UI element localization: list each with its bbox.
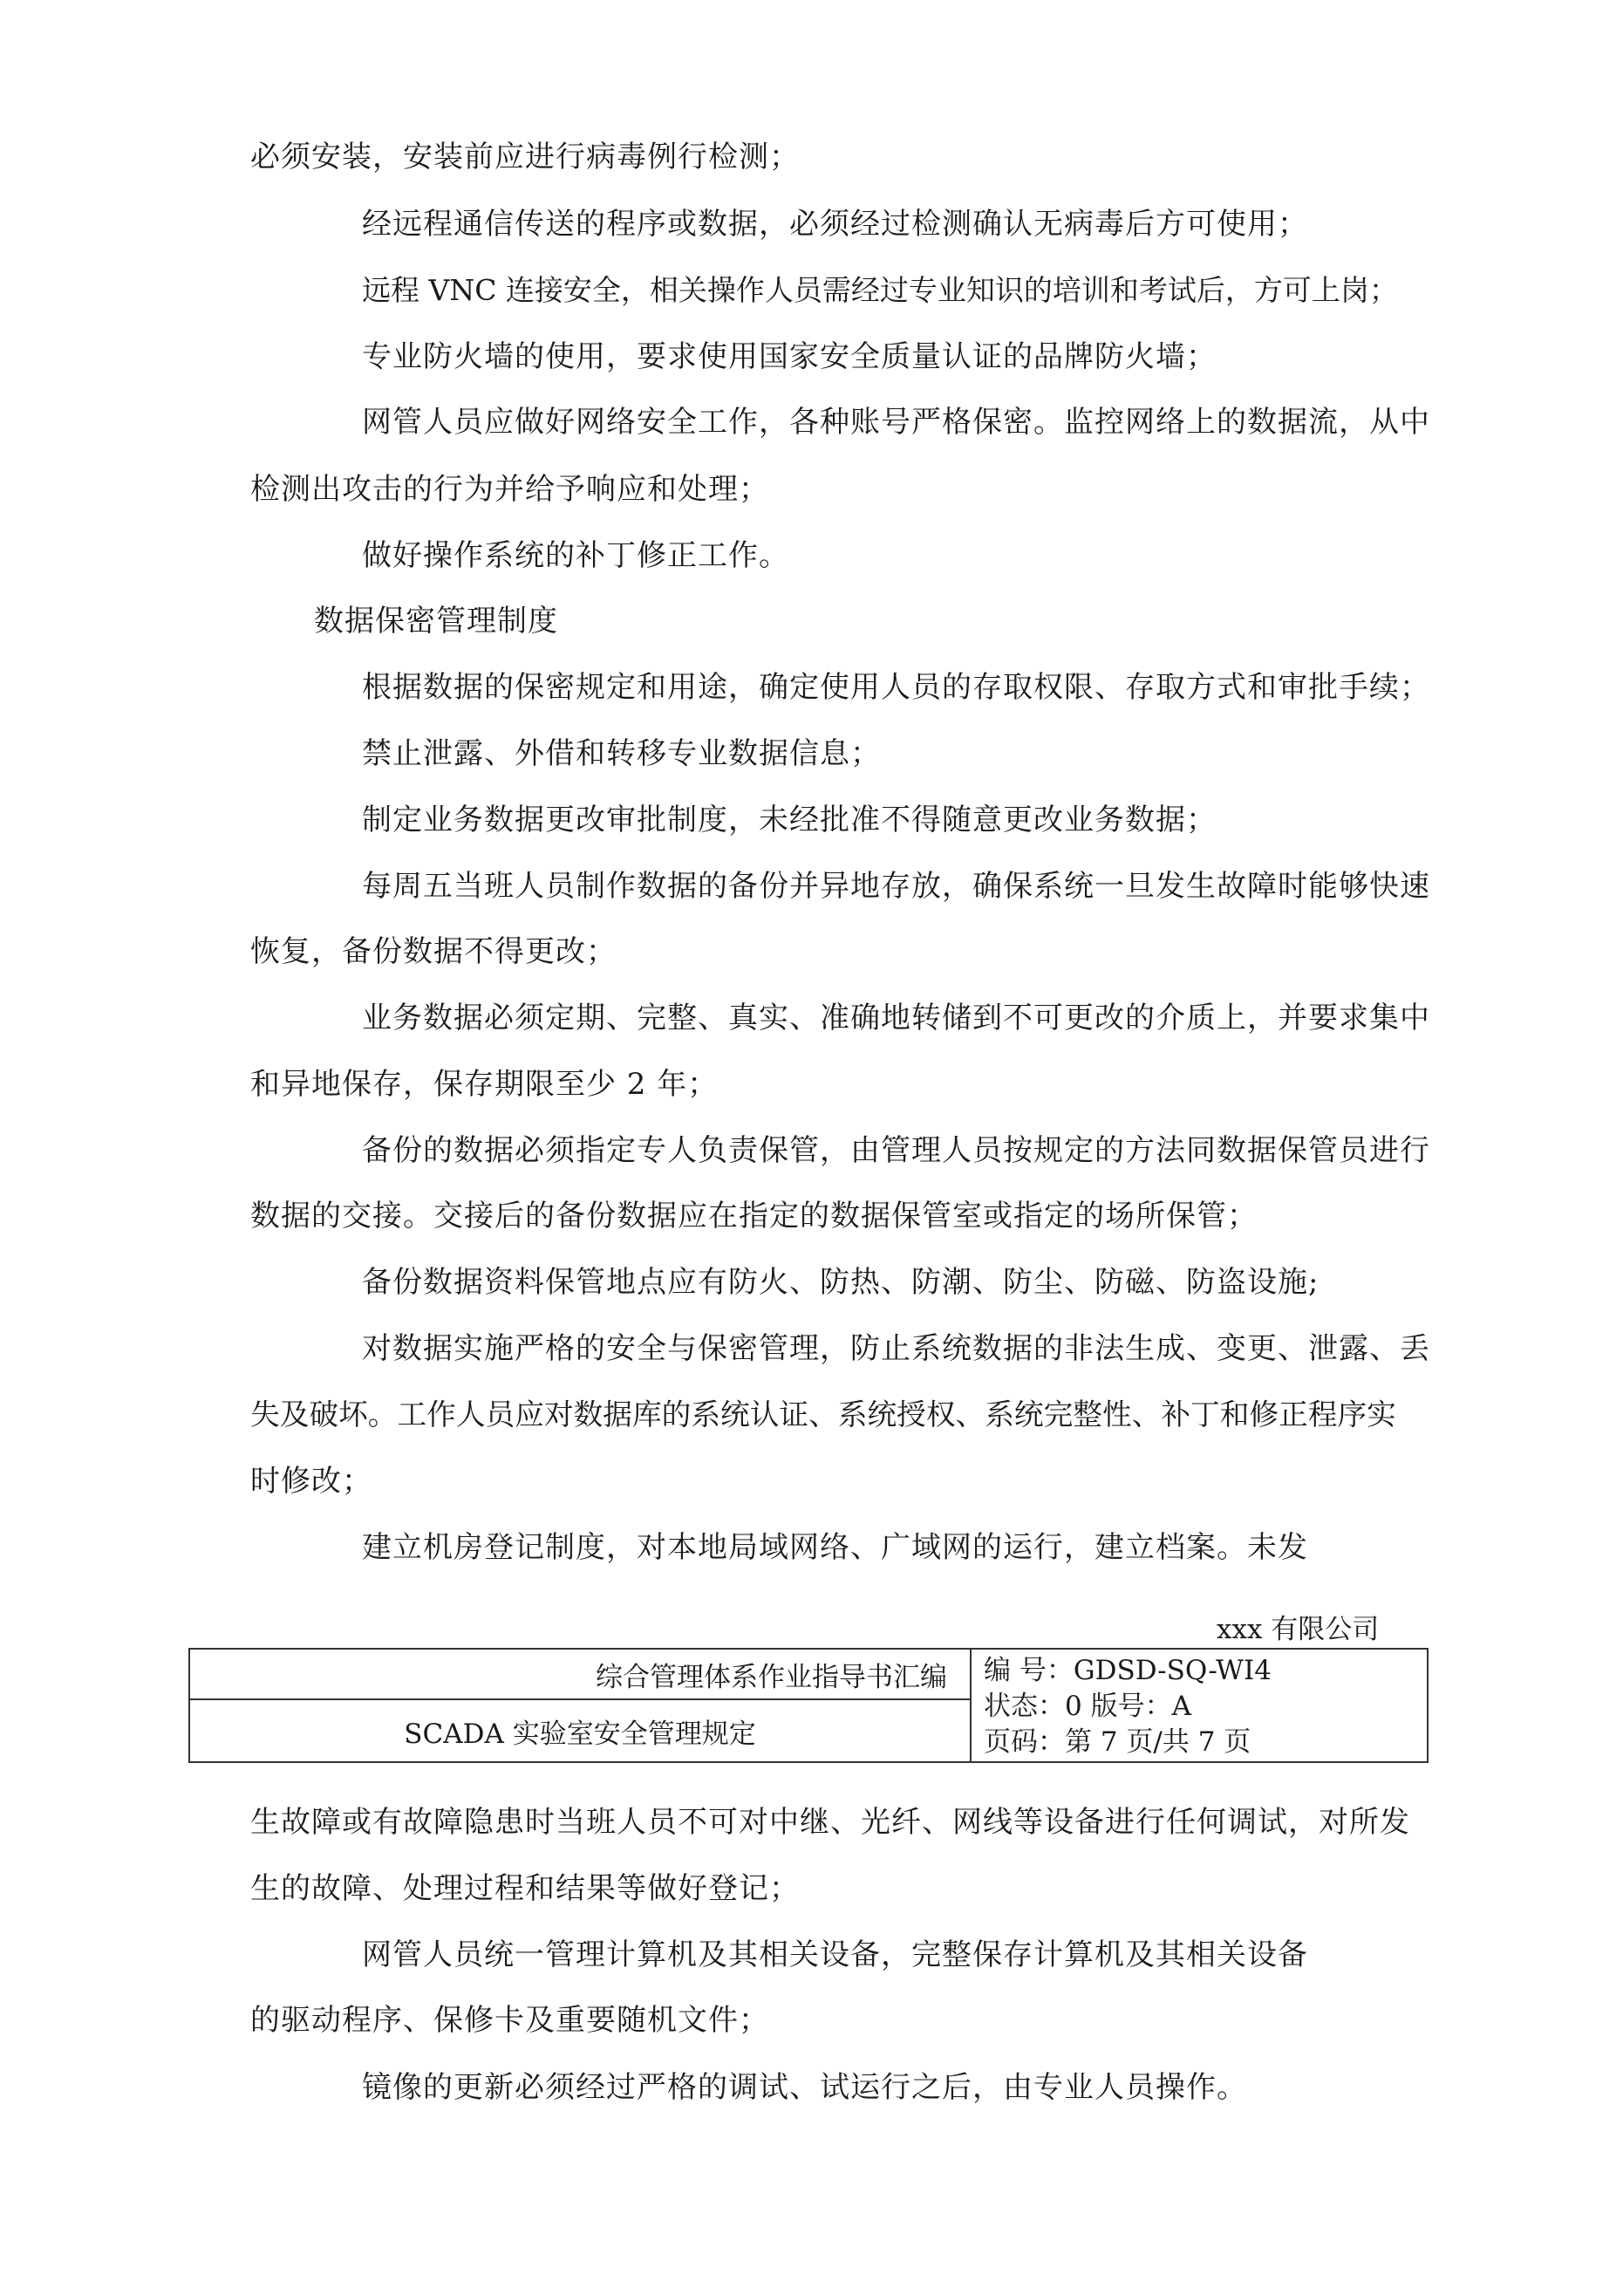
body-line: 做好操作系统的补丁修正工作。 — [362, 538, 789, 573]
body-line: 对数据实施严格的安全与保密管理，防止系统数据的非法生成、变更、泄露、丢 — [362, 1331, 1430, 1366]
body-line: 必须安装，安装前应进行病毒例行检测； — [250, 140, 800, 174]
body-line: 生故障或有故障隐患时当班人员不可对中继、光纤、网线等设备进行任何调试，对所发 — [250, 1805, 1410, 1840]
document-status: 状态：0 版号：A — [984, 1691, 1191, 1722]
document-subtitle: SCADA 实验室安全管理规定 — [189, 1699, 971, 1762]
body-line: 时修改； — [250, 1464, 372, 1499]
body-line: 和异地保存，保存期限至少 2 年； — [250, 1067, 719, 1102]
body-line: 远程 VNC 连接安全，相关操作人员需经过专业知识的培训和考试后，方可上岗； — [362, 273, 1398, 307]
section-heading: 数据保密管理制度 — [314, 604, 558, 639]
body-line: 业务数据必须定期、完整、真实、准确地转储到不可更改的介质上，并要求集中 — [362, 1001, 1430, 1035]
body-line: 数据的交接。交接后的备份数据应在指定的数据保管室或指定的场所保管； — [250, 1199, 1258, 1233]
body-line: 恢复，备份数据不得更改； — [250, 934, 617, 969]
body-line: 制定业务数据更改审批制度，未经批准不得随意更改业务数据； — [362, 803, 1217, 837]
body-line: 生的故障、处理过程和结果等做好登记； — [250, 1871, 800, 1906]
body-line: 网管人员应做好网络安全工作，各种账号严格保密。监控网络上的数据流，从中 — [362, 405, 1430, 440]
body-line: 根据数据的保密规定和用途，确定使用人员的存取权限、存取方式和审批手续； — [362, 670, 1430, 705]
document-number: 编 号：GDSD-SQ-WI4 — [984, 1655, 1272, 1686]
body-line: 建立机房登记制度，对本地局域网络、广域网的运行，建立档案。未发 — [362, 1530, 1308, 1565]
body-line: 经远程通信传送的程序或数据，必须经过检测确认无病毒后方可使用； — [362, 207, 1308, 242]
body-line: 禁止泄露、外借和转移专业数据信息； — [362, 736, 881, 771]
document-title: 综合管理体系作业指导书汇编 — [189, 1649, 971, 1699]
company-name: xxx 有限公司 — [1217, 1614, 1380, 1645]
body-line: 失及破坏。工作人员应对数据库的系统认证、系统授权、系统完整性、补丁和修正程序实 — [250, 1397, 1396, 1432]
body-line: 检测出攻击的行为并给予响应和处理； — [250, 472, 769, 507]
body-line: 的驱动程序、保修卡及重要随机文件； — [250, 2003, 769, 2038]
document-header-table — [188, 1648, 1429, 1763]
body-line: 网管人员统一管理计算机及其相关设备，完整保存计算机及其相关设备 — [362, 1937, 1308, 1972]
body-line: 镜像的更新必须经过严格的调试、试运行之后，由专业人员操作。 — [362, 2070, 1247, 2105]
document-info — [971, 1649, 1428, 1762]
body-line: 备份的数据必须指定专人负责保管，由管理人员按规定的方法同数据保管员进行 — [362, 1133, 1430, 1168]
body-line: 每周五当班人员制作数据的备份并异地存放，确保系统一旦发生故障时能够快速 — [362, 869, 1430, 904]
page-number: 页码：第 7 页/共 7 页 — [984, 1726, 1251, 1758]
body-line: 专业防火墙的使用，要求使用国家安全质量认证的品牌防火墙； — [362, 339, 1217, 374]
body-line: 备份数据资料保管地点应有防火、防热、防潮、防尘、防磁、防盗设施; — [362, 1265, 1320, 1300]
